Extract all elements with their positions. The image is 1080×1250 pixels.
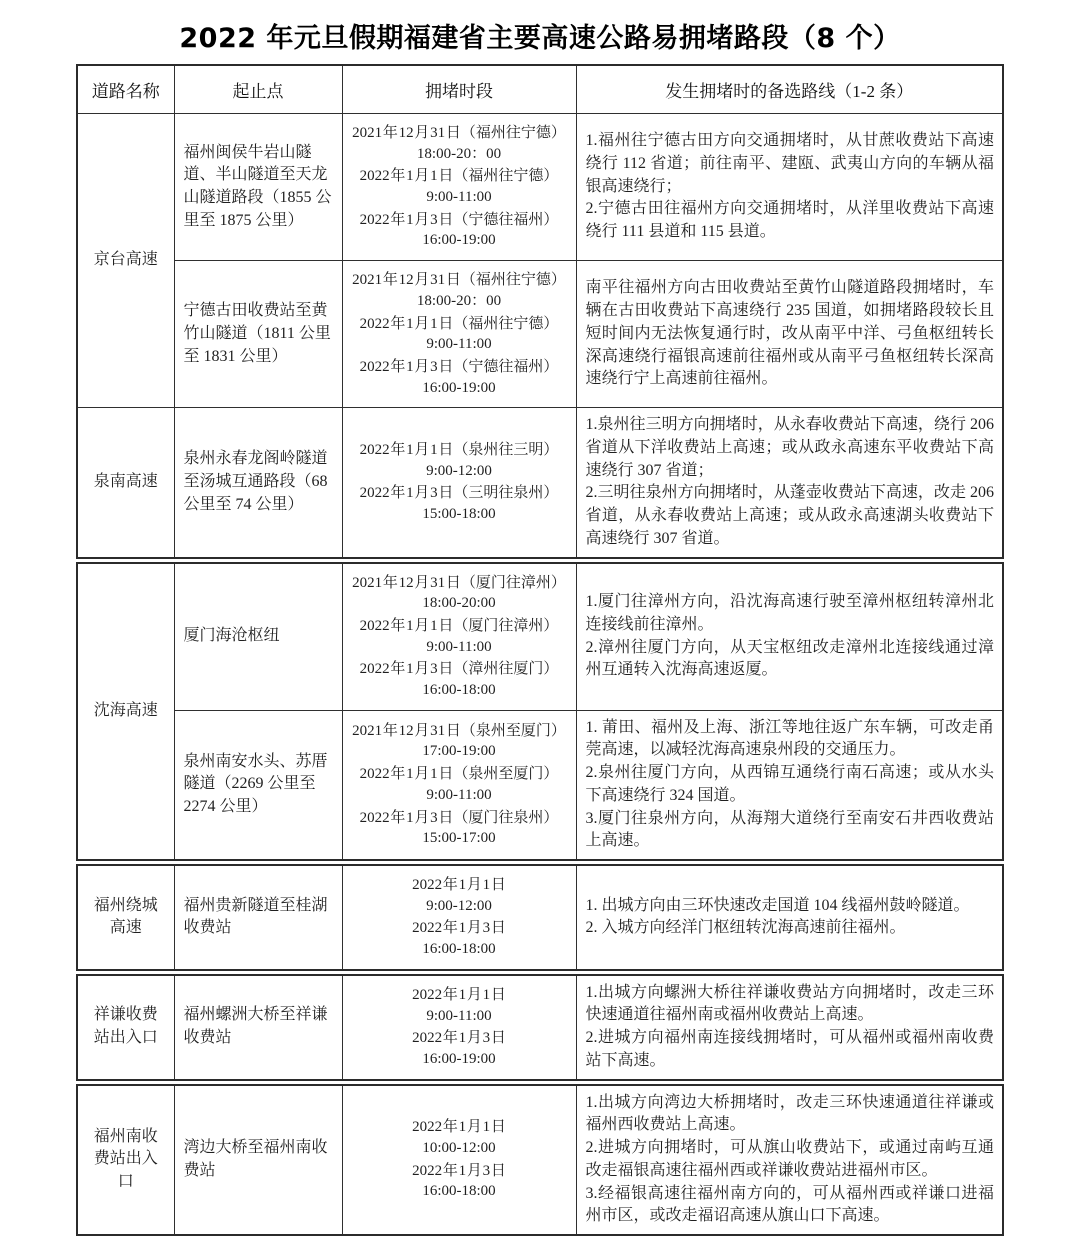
section-cell: 宁德古田收费站至黄竹山隧道（1811 公里至 1831 公里） <box>174 261 342 408</box>
route-item: 2.泉州往厦门方向，从西锦互通绕行南石高速；或从水头下高速绕行 324 国道。 <box>585 764 994 804</box>
period-time: 18:00-20：00 <box>416 292 502 309</box>
road-name-cell: 祥谦收费站出入口 <box>77 975 174 1080</box>
route-item: 2.三明往泉州方向拥堵时，从蓬壶收费站下高速，改走 206 省道，从永春收费站上高速；或从政永高速湖头收费站下高速绕行 307 省道。 <box>585 484 994 547</box>
period-date: 2021 年 12 月 31 日（泉州至厦门） <box>352 722 566 739</box>
period-entry <box>345 357 574 398</box>
route-item: 1.泉州往三明方向拥堵时，从永春收费站下高速，绕行 206 省道从下洋收费站上高速；或从政永高速东平收费站下高速绕行 307 省道； <box>585 416 994 479</box>
period-time: 10:00-12:00 <box>422 1140 496 1157</box>
table-segment <box>76 864 1004 971</box>
alternate-routes-cell <box>576 261 1003 408</box>
period-date: 2022 年 1 月 1 日（泉州往三明） <box>359 442 559 459</box>
alternate-routes-cell <box>576 408 1003 558</box>
period-time: 16:00-19:00 <box>422 379 496 396</box>
route-item: 3.厦门往泉州方向，从海翔大道绕行至南安石井西收费站上高速。 <box>585 809 994 850</box>
section-cell: 泉州永春龙阁岭隧道至汤城互通路段（68 公里至 74 公里） <box>174 408 342 558</box>
section-cell: 湾边大桥至福州南收费站 <box>174 1085 342 1235</box>
period-date: 2022 年 1 月 1 日 <box>412 986 506 1003</box>
congestion-period-cell <box>342 114 576 261</box>
route-item: 3.经福银高速往福州南方向的，可从福州西或祥谦口进福州市区，或改走福诏高速从旗山口下高速。 <box>585 1184 994 1225</box>
period-entry <box>345 875 574 916</box>
period-entry <box>345 270 574 311</box>
congestion-table <box>76 64 1004 1236</box>
period-time: 15:00-17:00 <box>422 830 496 847</box>
period-time: 16:00-18:00 <box>422 1183 496 1200</box>
period-entry <box>345 440 574 481</box>
period-date: 2022 年 1 月 1 日 <box>412 1119 506 1136</box>
period-entry <box>345 721 574 762</box>
column-header: 拥堵时段 <box>342 65 576 114</box>
route-item: 1.福州往宁德古田方向交通拥堵时，从甘蔗收费站下高速绕行 112 省道；前往南平、建瓯、武夷山方向的车辆从福银高速绕行； <box>585 132 994 195</box>
congestion-period-cell <box>342 408 576 558</box>
period-time: 9:00-12:00 <box>426 897 492 914</box>
column-header: 起止点 <box>174 65 342 114</box>
section-cell: 泉州南安水头、苏厝隧道（2269 公里至 2274 公里） <box>174 710 342 860</box>
period-entry <box>345 659 574 700</box>
period-entry <box>345 573 574 614</box>
table-segment <box>76 974 1004 1081</box>
alternate-routes-cell <box>576 1085 1003 1235</box>
period-entry <box>345 764 574 805</box>
period-entry <box>345 985 574 1026</box>
period-entry <box>345 1117 574 1158</box>
period-entry <box>345 918 574 959</box>
table-row <box>77 408 1003 558</box>
period-date: 2021 年 12 月 31 日（厦门往漳州） <box>352 574 566 591</box>
route-item: 1.厦门往漳州方向，沿沈海高速行驶至漳州枢纽转漳州北连接线前往漳州。 <box>585 593 994 633</box>
period-date: 2022 年 1 月 3 日（宁德往福州） <box>359 358 559 375</box>
section-cell: 福州螺洲大桥至祥谦收费站 <box>174 975 342 1080</box>
period-time: 9:00-11:00 <box>426 189 492 206</box>
road-name-cell: 福州绕城高速 <box>77 865 174 970</box>
period-entry <box>345 314 574 355</box>
period-date: 2022 年 1 月 3 日（漳州往厦门） <box>359 661 559 678</box>
table-row <box>77 1085 1003 1235</box>
period-time: 18:00-20:00 <box>422 595 496 612</box>
alternate-routes-cell <box>576 114 1003 261</box>
period-date: 2022 年 1 月 1 日（福州往宁德） <box>359 168 559 185</box>
table-row <box>77 975 1003 1080</box>
period-time: 9:00-11:00 <box>426 786 492 803</box>
congestion-period-cell <box>342 261 576 408</box>
congestion-period-cell <box>342 1085 576 1235</box>
congestion-period-cell <box>342 563 576 711</box>
road-name-cell: 福州南收费站出入口 <box>77 1085 174 1235</box>
congestion-period-cell <box>342 975 576 1080</box>
table-segment <box>76 1084 1004 1236</box>
period-date: 2022 年 1 月 3 日 <box>412 920 506 937</box>
header-row <box>77 65 1003 114</box>
table-row <box>77 114 1003 261</box>
column-header: 发生拥堵时的备选路线（1-2 条） <box>576 65 1003 114</box>
period-entry <box>345 616 574 657</box>
period-entry <box>345 1028 574 1069</box>
period-date: 2022 年 1 月 1 日 <box>412 877 506 893</box>
period-time: 9:00-12:00 <box>426 462 492 479</box>
section-cell: 厦门海沧枢纽 <box>174 563 342 711</box>
period-time: 16:00-19:00 <box>422 232 496 249</box>
route-item: 2. 入城方向经洋门枢纽转沈海高速前往福州。 <box>585 919 906 937</box>
period-time: 16:00-18:00 <box>422 682 496 698</box>
period-time: 17:00-19:00 <box>422 743 496 760</box>
period-entry <box>345 808 574 849</box>
route-item: 2.进城方向拥堵时，可从旗山收费站下，或通过南屿互通改走福银高速往福州西或祥谦收费站进福州市区。 <box>585 1139 994 1179</box>
table-row <box>77 710 1003 860</box>
page-title: 2022 年元旦假期福建省主要高速公路易拥堵路段（8 个） <box>179 23 901 54</box>
period-time: 18:00-20：00 <box>416 145 502 162</box>
table-row <box>77 563 1003 711</box>
period-time: 16:00-19:00 <box>422 1050 496 1067</box>
route-item: 2.漳州往厦门方向，从天宝枢纽改走漳州北连接线通过漳州互通转入沈海高速返厦。 <box>585 638 994 679</box>
period-time: 16:00-18:00 <box>422 941 496 958</box>
period-entry <box>345 123 574 164</box>
section-cell: 福州贵新隧道至桂湖收费站 <box>174 865 342 970</box>
period-date: 2022 年 1 月 1 日（福州往宁德） <box>359 315 559 332</box>
period-date: 2022 年 1 月 1 日（泉州至厦门） <box>359 766 559 783</box>
period-date: 2022 年 1 月 3 日（三明往泉州） <box>359 485 559 502</box>
period-date: 2022 年 1 月 3 日 <box>412 1030 506 1047</box>
period-entry <box>345 1161 574 1202</box>
road-name-cell: 泉南高速 <box>77 408 174 558</box>
period-date: 2022 年 1 月 3 日（厦门往泉州） <box>359 809 559 826</box>
period-time: 9:00-11:00 <box>426 1007 492 1024</box>
route-item: 1.出城方向湾边大桥拥堵时，改走三环快速通道往祥谦或福州西收费站上高速。 <box>585 1093 994 1134</box>
period-entry <box>345 166 574 207</box>
route-item: 1. 出城方向由三环快速改走国道 104 线福州鼓岭隧道。 <box>585 896 970 914</box>
route-item: 2.宁德古田往福州方向交通拥堵时，从洋里收费站下高速绕行 111 县道和 115 县道。 <box>585 200 994 241</box>
alternate-routes-cell <box>576 865 1003 970</box>
alternate-routes-cell <box>576 975 1003 1080</box>
period-date: 2022 年 1 月 1 日（厦门往漳州） <box>359 617 559 634</box>
road-name-cell: 沈海高速 <box>77 563 174 860</box>
period-date: 2022 年 1 月 3 日 <box>412 1162 506 1179</box>
congestion-period-cell <box>342 865 576 970</box>
document-page <box>76 0 1004 1250</box>
table-row <box>77 261 1003 408</box>
road-name-cell: 京台高速 <box>77 114 174 408</box>
column-header: 道路名称 <box>77 65 174 114</box>
period-entry <box>345 483 574 524</box>
route-item: 1.出城方向螺洲大桥往祥谦收费站方向拥堵时，改走三环快速通道往福州南或福州收费站上高速。 <box>585 983 994 1024</box>
period-time: 15:00-18:00 <box>422 506 496 523</box>
route-item: 南平往福州方向古田收费站至黄竹山隧道路段拥堵时，车辆在古田收费站下高速绕行 235 国道，如拥堵路段较长且短时间内无法恢复通行时，改从南平中洋、弓鱼枢纽转长深高速绕行福银高速前往福州或从南平弓鱼枢纽转长深高速绕行宁上高速前往福州。 <box>585 279 994 388</box>
route-item: 1. 莆田、福州及上海、浙江等地往返广东车辆，可改走甬莞高速，以减轻沈海高速泉州段的交通压力。 <box>585 718 994 759</box>
period-date: 2022 年 1 月 3 日（宁德往福州） <box>359 211 559 228</box>
table-segment <box>76 562 1004 861</box>
alternate-routes-cell <box>576 563 1003 711</box>
period-entry <box>345 210 574 251</box>
alternate-routes-cell <box>576 710 1003 860</box>
period-date: 2021 年 12 月 31 日（福州往宁德） <box>352 272 566 289</box>
route-item: 2.进城方向福州南连接线拥堵时，可从福州或福州南收费站下高速。 <box>585 1029 994 1069</box>
period-time: 9:00-11:00 <box>426 336 492 353</box>
period-time: 9:00-11:00 <box>426 638 492 655</box>
table-segment <box>76 64 1004 559</box>
section-cell: 福州闽侯牛岩山隧道、半山隧道至天龙山隧道路段（1855 公里至 1875 公里） <box>174 114 342 261</box>
period-date: 2021 年 12 月 31 日（福州往宁德） <box>352 125 566 141</box>
table-row <box>77 865 1003 970</box>
congestion-period-cell <box>342 710 576 860</box>
